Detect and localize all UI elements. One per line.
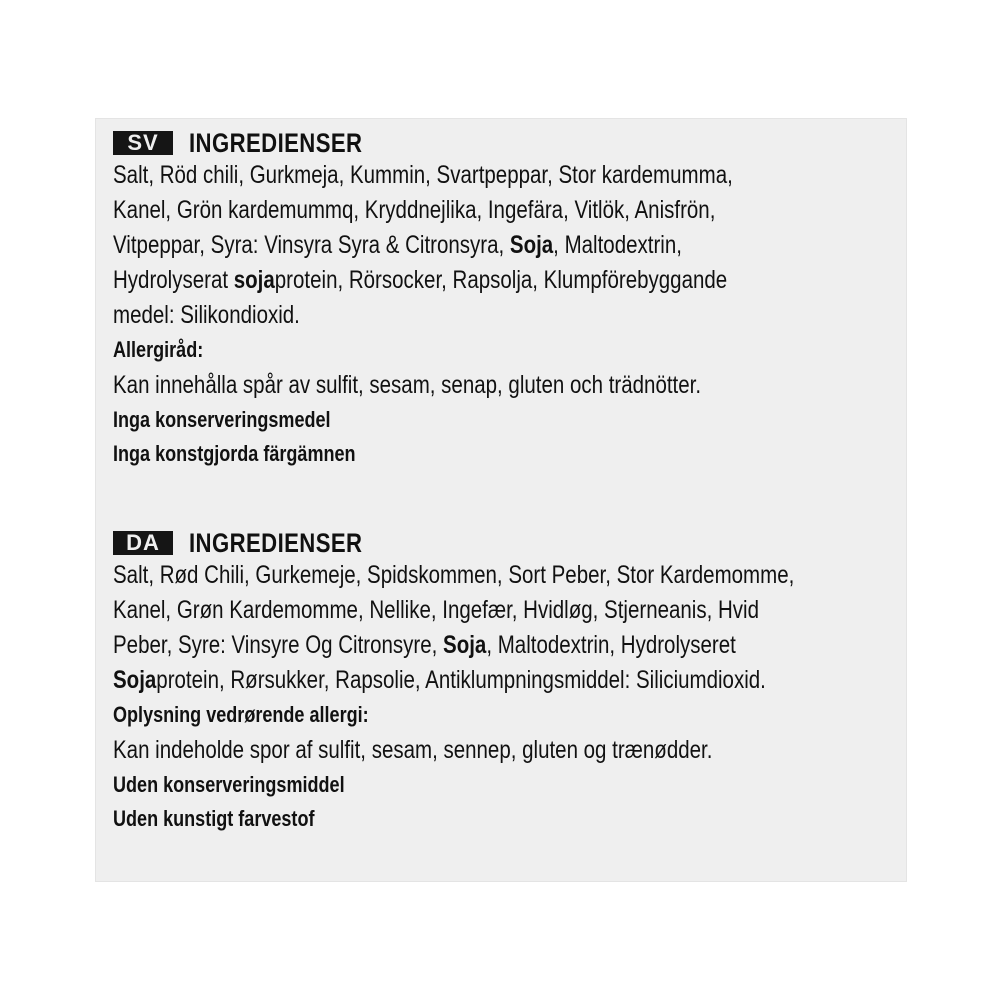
language-badge: SV bbox=[113, 131, 173, 155]
ingredients-line bbox=[113, 193, 851, 228]
text-run: protein, Rörsocker, Rapsolja, Klumpförebyggande bbox=[274, 266, 728, 294]
allergy-text: Kan innehålla spår av sulfit, sesam, senap, gluten och trädnötter. bbox=[113, 371, 702, 399]
allergen-highlight: Soja bbox=[113, 666, 157, 694]
ingredients-line bbox=[113, 228, 851, 263]
allergen-highlight: soja bbox=[233, 266, 275, 294]
text-run: Peber, Syre: Vinsyre Og Citronsyre, bbox=[113, 631, 444, 659]
text-run: Hydrolyserat bbox=[113, 266, 234, 294]
coloring-note: Uden kunstigt farvestof bbox=[113, 806, 315, 831]
text-run: medel: Silikondioxid. bbox=[113, 301, 300, 329]
ingredients-line bbox=[113, 558, 851, 593]
danish-section bbox=[113, 528, 893, 836]
text-run: Salt, Rød Chili, Gurkemeje, Spidskommen, Sort Peber, Stor Kardemomme, bbox=[113, 561, 795, 589]
ingredients-list bbox=[113, 558, 851, 698]
ingredients-line bbox=[113, 663, 851, 698]
text-run: Kanel, Grön kardemummq, Kryddnejlika, Ingefära, Vitlök, Anisfrön, bbox=[113, 196, 716, 224]
language-badge: DA bbox=[113, 531, 173, 555]
section-title: INGREDIENSER bbox=[189, 127, 363, 158]
allergy-text: Kan indeholde spor af sulfit, sesam, sennep, gluten og trænødder. bbox=[113, 736, 713, 764]
ingredients-line bbox=[113, 593, 851, 628]
section-heading bbox=[113, 128, 893, 158]
ingredients-list bbox=[113, 158, 851, 333]
ingredients-line bbox=[113, 628, 851, 663]
allergen-highlight: Soja bbox=[509, 231, 554, 259]
text-run: protein, Rørsukker, Rapsolie, Antiklumpningsmiddel: Siliciumdioxid. bbox=[156, 666, 766, 694]
preservative-note: Uden konserveringsmiddel bbox=[113, 772, 345, 797]
ingredients-line bbox=[113, 263, 851, 298]
section-heading bbox=[113, 528, 893, 558]
text-run: Vitpeppar, Syra: Vinsyra Syra & Citronsyra, bbox=[113, 231, 510, 259]
allergy-heading: Oplysning vedrørende allergi: bbox=[113, 702, 369, 727]
text-run: , Maltodextrin, Hydrolyseret bbox=[486, 631, 736, 659]
text-run: Kanel, Grøn Kardemomme, Nellike, Ingefær, Hvidløg, Stjerneanis, Hvid bbox=[113, 596, 760, 624]
text-run: Salt, Röd chili, Gurkmeja, Kummin, Svartpeppar, Stor kardemumma, bbox=[113, 161, 733, 189]
coloring-note: Inga konstgjorda färgämnen bbox=[113, 441, 356, 466]
preservative-note: Inga konserveringsmedel bbox=[113, 407, 331, 432]
allergy-heading: Allergiråd: bbox=[113, 337, 204, 362]
ingredients-line bbox=[113, 298, 851, 333]
allergen-highlight: Soja bbox=[443, 631, 487, 659]
swedish-section bbox=[113, 128, 893, 471]
ingredient-label-panel bbox=[95, 118, 907, 882]
text-run: , Maltodextrin, bbox=[553, 231, 682, 259]
section-title: INGREDIENSER bbox=[189, 527, 363, 558]
ingredients-line bbox=[113, 158, 851, 193]
